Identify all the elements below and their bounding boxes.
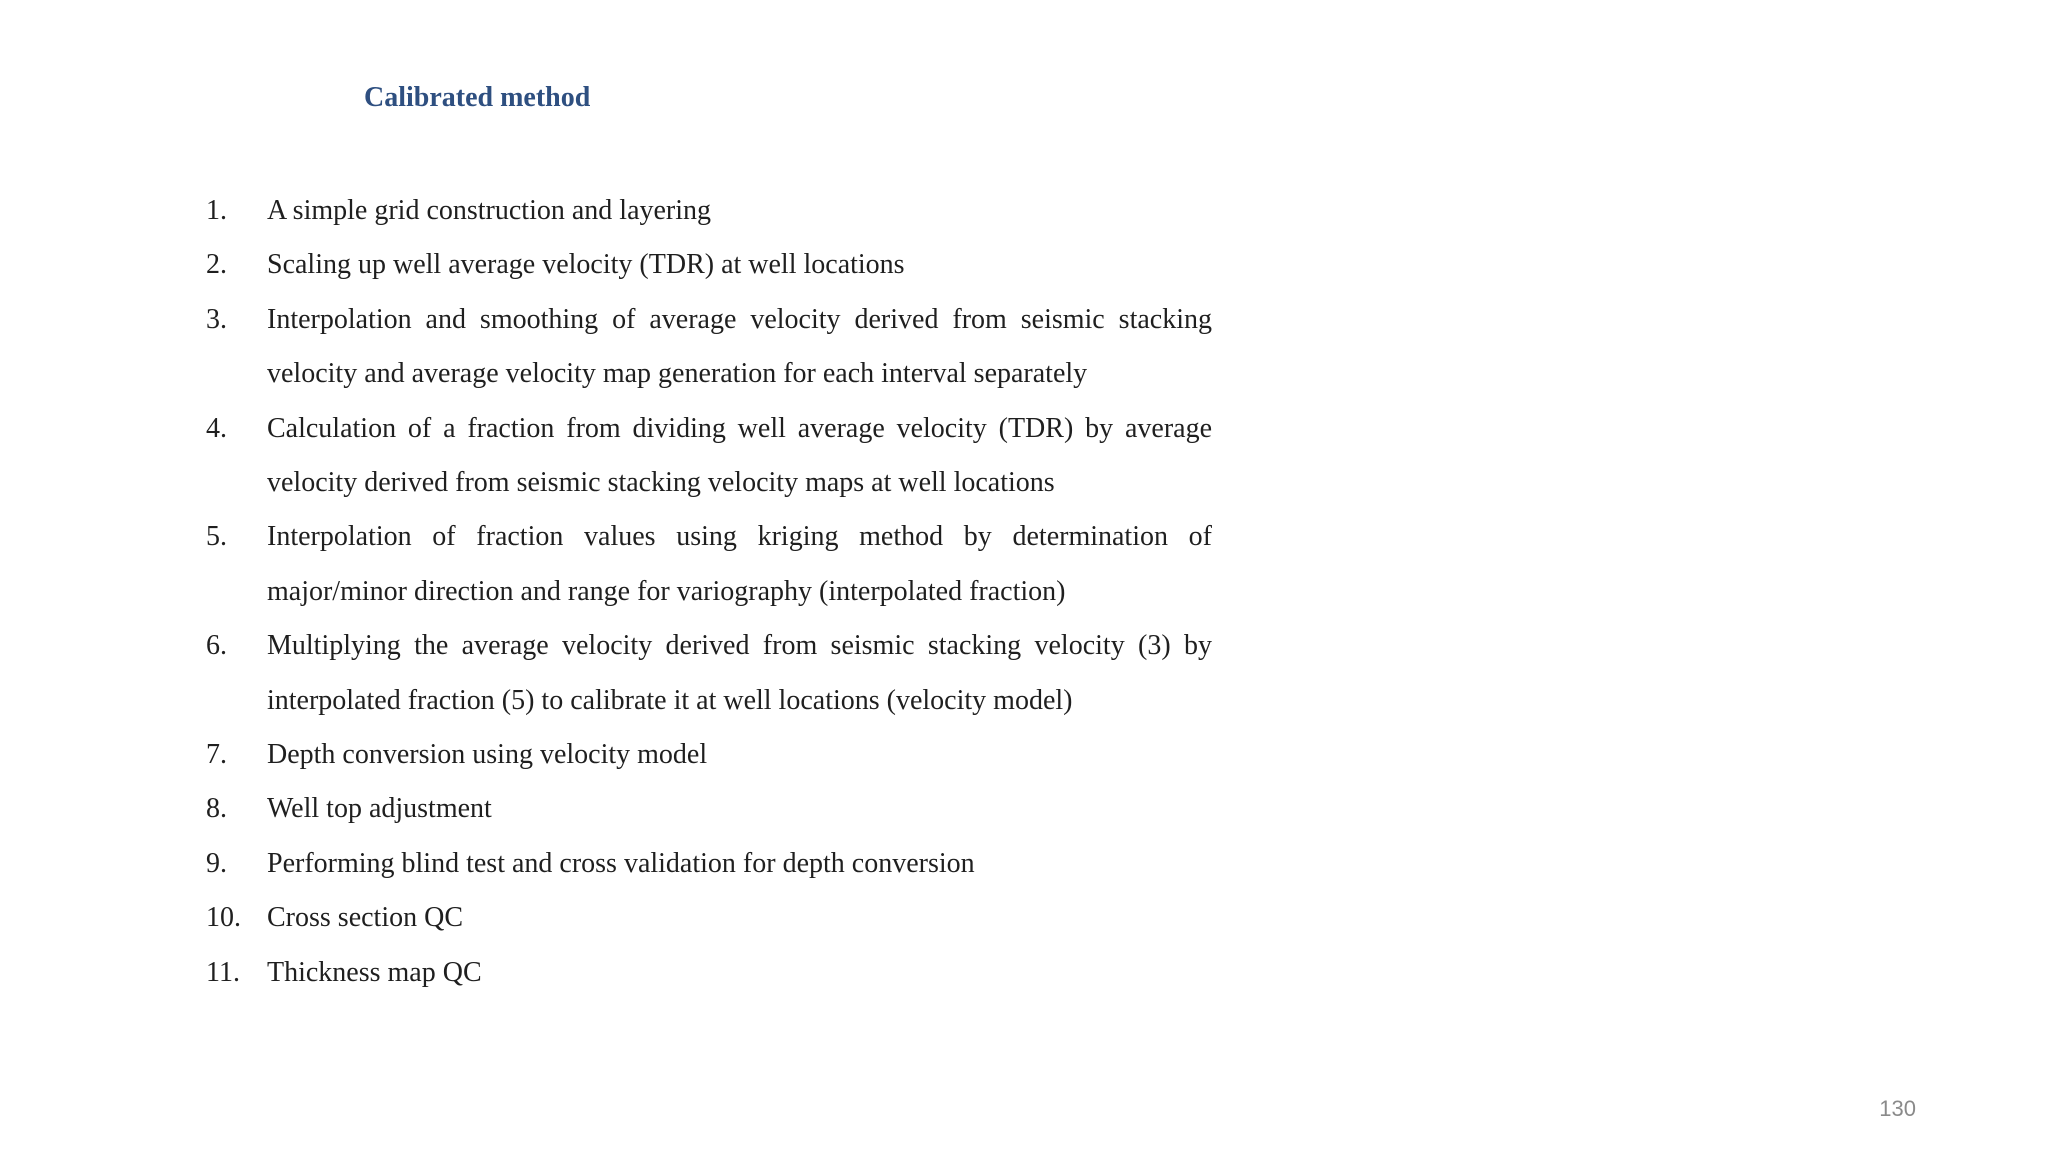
step-text: Performing blind test and cross validation for depth conversion	[267, 847, 975, 879]
step-number: 9.	[206, 847, 227, 879]
step-text: Thickness map QC	[267, 956, 482, 988]
step-text: A simple grid construction and layering	[267, 195, 712, 226]
list-item	[206, 293, 1212, 402]
step-text: Scaling up well average velocity (TDR) at well locations	[267, 249, 905, 281]
step-text: Depth conversion using velocity model	[267, 739, 708, 771]
step-text: Well top adjustment	[267, 793, 492, 825]
list-item	[206, 782, 1212, 836]
list-item	[206, 238, 1212, 292]
steps-list	[206, 184, 1212, 1000]
step-number: 3.	[206, 303, 227, 335]
step-text: Multiplying the average velocity derived from seismic stacking velocity (3) by interpolated fraction (5) to calibrate it at well locations (velocity model)	[267, 630, 1212, 716]
list-item	[206, 402, 1212, 511]
step-number: 7.	[206, 739, 227, 771]
step-number: 10.	[206, 902, 241, 934]
step-number: 1.	[206, 195, 227, 226]
slide-heading: Calibrated method	[364, 82, 591, 113]
page-number: 130	[1879, 1096, 1916, 1121]
step-number: 11.	[206, 956, 240, 988]
list-item	[206, 510, 1212, 619]
list-item	[206, 837, 1212, 891]
list-item	[206, 184, 1212, 238]
list-item	[206, 728, 1212, 782]
list-item	[206, 946, 1212, 1000]
step-text: Cross section QC	[267, 902, 463, 934]
step-text: Calculation of a fraction from dividing well average velocity (TDR) by average velocity derived from seismic stacking velocity maps at well locations	[267, 412, 1212, 499]
step-number: 6.	[206, 630, 227, 662]
step-text: Interpolation of fraction values using kriging method by determination of major/minor direction and range for variography (interpolated fraction)	[267, 521, 1212, 607]
step-number: 2.	[206, 249, 227, 281]
step-number: 8.	[206, 793, 227, 825]
step-number: 5.	[206, 521, 227, 553]
list-item	[206, 891, 1212, 945]
step-text: Interpolation and smoothing of average velocity derived from seismic stacking velocity and average velocity map generation for each interval separately	[267, 303, 1212, 390]
list-item	[206, 619, 1212, 728]
step-number: 4.	[206, 412, 227, 444]
